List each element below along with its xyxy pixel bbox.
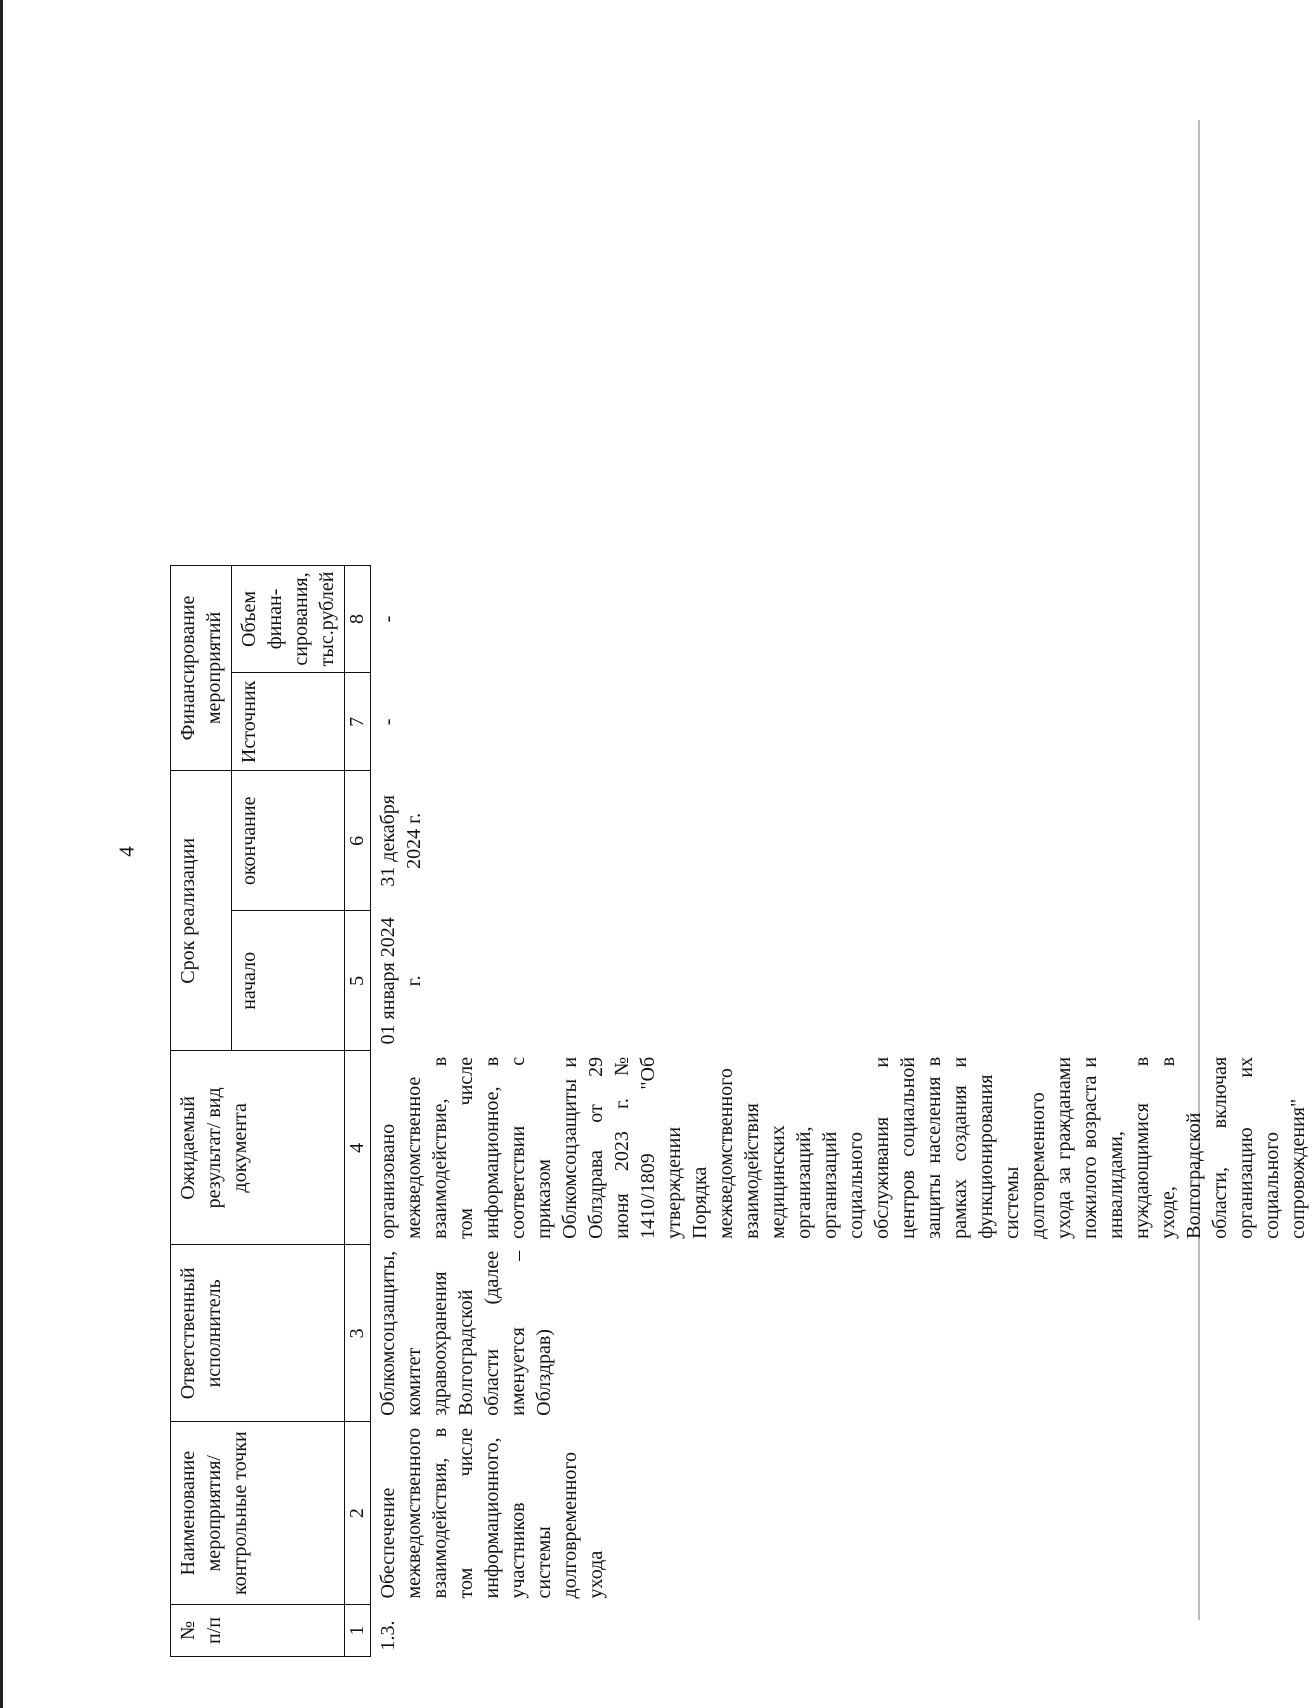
column-number: 2 (345, 1422, 371, 1605)
row-activity-name: Обеспечение межведомственного взаимодействия, в том числе информационного, участников системы долговременного ухода (377, 1427, 607, 1599)
column-number: 5 (345, 911, 371, 1051)
header-term: Срок реализации (171, 771, 232, 1051)
header-term-start: начало (232, 911, 345, 1051)
column-number: 7 (345, 673, 371, 771)
header-finance-source: Источник (232, 673, 345, 771)
row-responsible: Облкомсоцзащиты, комитет здравоохранения Волгоградской области (далее именуется – Облздрав) (377, 1250, 555, 1416)
header-name: Наименование мероприятия/ контрольные точки (171, 1422, 345, 1605)
row-start-date: 01 января 2024 г. (377, 917, 425, 1045)
scan-left-edge (0, 0, 3, 1708)
column-number: 1 (345, 1605, 371, 1657)
column-number: 4 (345, 1051, 371, 1245)
header-num: № п/п (171, 1605, 345, 1657)
header-term-end: окончание (232, 771, 345, 911)
rotated-table-area (170, 67, 1309, 1657)
header-responsible: Ответственный исполнитель (171, 1245, 345, 1422)
header-finance: Финансирование мероприятий (171, 565, 232, 771)
column-number: 3 (345, 1245, 371, 1422)
row-number: 1.3. (377, 1620, 399, 1651)
column-number: 8 (345, 565, 371, 673)
header-result: Ожидаемый результат/ вид документа (171, 1051, 345, 1245)
plan-table (170, 565, 1315, 1657)
row-finance-amount: - (377, 615, 399, 623)
header-finance-amount: Объем финан-сирования, тыс.рублей (232, 565, 345, 673)
row-finance-source: - (377, 718, 399, 726)
row-end-date: 31 декабря 2024 г. (377, 795, 425, 887)
row-expected-result: организовано межведомственное взаимодействие, в том числе информационное, в соответствии с приказом Облкомсоцзащиты и Облздрава от 29 июня 2023 г. № 1410/1809 "Об утверждении Порядка межведомственного взаимодействия медицинских организаций, организаций социального обслуживания и центров социальной защиты населения в рамках создания и функционирования системы долговременного ухода за гражданами пожилого возраста и инвалидами, нуждающимися в уходе, в Волгоградской области, включая организацию их социального сопровождения" (377, 1056, 1309, 1239)
table-row (371, 565, 1315, 1656)
column-number: 6 (345, 771, 371, 911)
column-number-row (345, 565, 371, 1656)
page-number: 4 (114, 846, 139, 857)
